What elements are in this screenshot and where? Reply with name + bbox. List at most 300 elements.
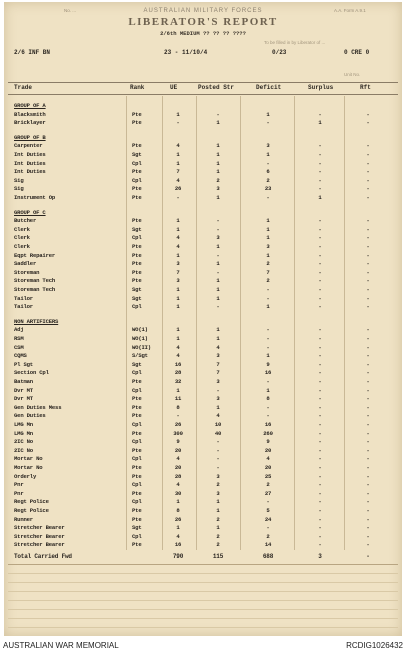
table-row — [4, 335, 402, 341]
cell-trade: GROUP OF B — [14, 133, 46, 141]
cell-rft: - — [366, 176, 370, 184]
cell-ue: 4 — [176, 243, 180, 250]
cell-trade: Stretcher Bearer — [14, 532, 65, 540]
cell-posted: 1 — [216, 498, 220, 506]
cell-surplus: - — [318, 326, 322, 334]
cell-rft: - — [366, 481, 370, 489]
cell-posted: 1 — [216, 168, 220, 176]
cell-ue: 790 — [172, 553, 184, 560]
cell-trade: Int Duties — [14, 151, 46, 158]
cell-deficit: - — [266, 498, 270, 506]
cell-rft: - — [366, 455, 370, 463]
cell-ue: 4 — [176, 234, 180, 242]
table-row — [4, 464, 402, 470]
cell-trade: Tailor — [14, 294, 33, 302]
cell-rft: - — [366, 142, 370, 150]
col-deficit: Deficit — [256, 84, 282, 91]
cell-trade: RSM — [14, 335, 24, 342]
cell-posted: 1 — [216, 243, 220, 250]
header-rule-top — [8, 82, 398, 83]
table-row — [4, 481, 402, 487]
cell-trade: Instrument Op — [14, 194, 56, 201]
cell-ue: 1 — [176, 524, 180, 532]
cell-deficit: - — [266, 159, 270, 167]
cell-deficit: 4 — [266, 455, 270, 463]
cell-ue: 300 — [173, 429, 183, 437]
cell-rank: Pte — [132, 268, 142, 276]
cell-trade: NON ARTIFICERS — [14, 317, 59, 325]
table-row — [4, 111, 402, 117]
cell-rft: - — [366, 335, 370, 342]
table-row — [4, 286, 402, 292]
cell-surplus: - — [318, 151, 322, 158]
cell-rft: - — [366, 464, 370, 471]
cell-rank: Pte — [132, 142, 142, 150]
cell-rank: Sgt — [132, 225, 142, 233]
cell-trade: Stretcher Bearer — [14, 541, 65, 549]
cell-posted: 1 — [216, 524, 220, 532]
table-row — [4, 352, 402, 358]
table-row — [4, 404, 402, 410]
cell-rft: - — [366, 421, 370, 428]
cell-rank: Sgt — [132, 524, 142, 532]
cell-trade: Int Duties — [14, 159, 46, 167]
cell-ue: 1 — [176, 294, 180, 302]
cell-posted: 3 — [216, 472, 220, 480]
cell-surplus: - — [318, 515, 322, 523]
cell-surplus: 1 — [318, 119, 322, 127]
cell-ue: 16 — [174, 360, 182, 368]
cell-rank: Cpl — [132, 455, 142, 463]
cell-surplus: - — [318, 541, 322, 549]
cell-deficit: - — [266, 343, 270, 351]
cell-deficit: 20 — [264, 446, 272, 454]
cell-rft: - — [366, 553, 370, 560]
cell-rft: - — [366, 524, 370, 532]
cell-surplus: - — [318, 464, 322, 471]
cell-rank: WO(1) — [132, 326, 148, 334]
cell-ue: 28 — [174, 369, 182, 377]
cell-surplus: - — [318, 286, 322, 293]
cell-deficit: - — [266, 335, 270, 342]
cell-rank: Cpl — [132, 386, 142, 394]
cell-deficit: 2 — [266, 532, 270, 540]
section-heading-row — [4, 209, 402, 215]
cell-deficit: - — [266, 119, 270, 127]
cell-surplus: - — [318, 507, 322, 514]
archive-footer — [0, 639, 407, 654]
cell-rft: - — [366, 489, 370, 497]
cell-posted: - — [216, 386, 220, 394]
cell-surplus: - — [318, 403, 322, 411]
cell-rft: - — [366, 110, 370, 118]
cell-surplus: - — [318, 352, 322, 360]
cell-posted: 2 — [216, 532, 220, 540]
cell-rank: Pte — [132, 507, 142, 514]
cell-deficit: 1 — [266, 151, 270, 158]
table-row — [4, 498, 402, 504]
cell-rft: - — [366, 498, 370, 506]
cell-ue: 1 — [176, 110, 180, 118]
cell-rft: - — [366, 515, 370, 523]
table-row — [4, 303, 402, 309]
cell-ue: - — [176, 412, 180, 420]
cell-trade: Section Cpl — [14, 369, 49, 377]
cell-surplus: - — [318, 185, 322, 193]
cell-rank: Cpl — [132, 176, 142, 184]
table-row — [4, 217, 402, 223]
cell-ue: 4 — [176, 343, 180, 351]
cell-trade: Bricklayer — [14, 119, 46, 127]
cell-rft: - — [366, 360, 370, 368]
cell-rank: Pte — [132, 395, 142, 403]
table-row — [4, 142, 402, 148]
cell-trade: Clerk — [14, 225, 30, 233]
ruled-line — [8, 618, 398, 619]
cell-ue: 11 — [174, 395, 182, 403]
cell-surplus: - — [318, 438, 322, 446]
cell-rank: Pte — [132, 412, 142, 420]
cell-deficit: 8 — [266, 395, 270, 403]
form-ref-left: No. ... — [64, 8, 77, 13]
unit-line-right: 0 CRE 0 — [344, 49, 370, 56]
col-surplus: Surplus — [308, 84, 334, 91]
cell-rank: Cpl — [132, 159, 142, 167]
cell-rank: Sgt — [132, 360, 142, 368]
cell-rank: Cpl — [132, 421, 142, 428]
cell-posted: 2 — [216, 541, 220, 549]
cell-ue: 30 — [174, 489, 182, 497]
cell-rft: - — [366, 151, 370, 158]
cell-deficit: 23 — [264, 185, 272, 193]
cell-ue: 4 — [176, 352, 180, 360]
organisation-heading: AUSTRALIAN MILITARY FORCES — [143, 8, 263, 14]
cell-trade: Regt Police — [14, 507, 49, 514]
cell-trade: Butcher — [14, 217, 37, 225]
table-row — [4, 516, 402, 522]
cell-rank: Pte — [132, 378, 142, 385]
cell-ue: 8 — [176, 403, 180, 411]
cell-ue: 1 — [176, 326, 180, 334]
cell-surplus: - — [318, 142, 322, 150]
table-row — [4, 168, 402, 174]
cell-surplus: - — [318, 225, 322, 233]
cell-rft: - — [366, 369, 370, 377]
cell-rank: Pte — [132, 185, 142, 193]
section-heading-row — [4, 102, 402, 108]
cell-trade: Storeman — [14, 268, 40, 276]
cell-deficit: 1 — [266, 251, 270, 259]
cell-ue: 4 — [176, 532, 180, 540]
unit-line-mid: 23 - 11/10/4 — [164, 49, 208, 56]
cell-surplus: - — [318, 429, 322, 437]
cell-trade: Carpenter — [14, 142, 43, 150]
cell-trade: Storeman Tech — [14, 277, 56, 285]
cell-surplus: - — [318, 168, 322, 176]
cell-rank: Pte — [132, 472, 142, 480]
cell-rft: - — [366, 194, 370, 201]
cell-ue: 7 — [176, 168, 180, 176]
cell-rank: Cpl — [132, 481, 142, 489]
cell-surplus: - — [318, 243, 322, 250]
cell-deficit: 1 — [266, 217, 270, 225]
cell-trade: Saddler — [14, 260, 37, 268]
cell-rank: S/Sgt — [132, 352, 148, 360]
document-sheet — [4, 2, 402, 636]
cell-surplus: - — [318, 369, 322, 377]
cell-trade: Gen Duties — [14, 412, 46, 420]
cell-posted: 3 — [216, 352, 220, 360]
cell-rft: - — [366, 343, 370, 351]
table-row — [4, 473, 402, 479]
table-row — [4, 447, 402, 453]
cell-posted: 1 — [216, 507, 220, 514]
cell-posted: 1 — [216, 326, 220, 334]
cell-trade: Pl Sgt — [14, 360, 33, 368]
cell-trade: Dvr MT — [14, 395, 33, 403]
table-row — [4, 361, 402, 367]
cell-surplus: - — [318, 343, 322, 351]
cell-ue: 9 — [176, 438, 180, 446]
cell-rft: - — [366, 378, 370, 385]
cell-ue: 1 — [176, 225, 180, 233]
cell-deficit: - — [266, 403, 270, 411]
cell-rft: - — [366, 446, 370, 454]
table-row — [4, 430, 402, 436]
cell-rft: - — [366, 472, 370, 480]
cell-deficit: 2 — [266, 481, 270, 489]
table-row — [4, 524, 402, 530]
cell-rft: - — [366, 294, 370, 302]
cell-ue: 1 — [176, 151, 180, 158]
cell-rft: - — [366, 225, 370, 233]
cell-deficit: 2 — [266, 277, 270, 285]
cell-posted: 7 — [216, 369, 220, 377]
cell-surplus: - — [318, 472, 322, 480]
cell-ue: 26 — [174, 515, 182, 523]
cell-rft: - — [366, 119, 370, 127]
table-row — [4, 412, 402, 418]
cell-surplus: - — [318, 446, 322, 454]
cell-surplus: - — [318, 335, 322, 342]
cell-rft: - — [366, 507, 370, 514]
cell-rank: WO(II) — [132, 343, 151, 351]
cell-ue: 4 — [176, 455, 180, 463]
table-row — [4, 533, 402, 539]
table-row — [4, 387, 402, 393]
cell-deficit: 3 — [266, 243, 270, 250]
cell-trade: Sig — [14, 176, 24, 184]
unit-no-label: Unit No. — [344, 72, 361, 77]
table-row — [4, 344, 402, 350]
cell-rank: Pte — [132, 489, 142, 497]
document-subtitle: 2/6th MEDIUM ?? ?? ?? ???? — [160, 30, 246, 37]
table-row — [4, 326, 402, 332]
cell-rank: Pte — [132, 403, 142, 411]
cell-rank: Pte — [132, 217, 142, 225]
cell-deficit: 9 — [266, 360, 270, 368]
cell-posted: 115 — [212, 553, 224, 560]
cell-trade: Batman — [14, 378, 33, 385]
cell-surplus: - — [318, 378, 322, 385]
cell-ue: 1 — [176, 159, 180, 167]
cell-posted: - — [216, 217, 220, 225]
cell-posted: 4 — [216, 343, 220, 351]
cell-deficit: 1 — [266, 110, 270, 118]
cell-rank: Pte — [132, 464, 142, 471]
cell-posted: 40 — [214, 429, 222, 437]
cell-ue: 1 — [176, 251, 180, 259]
table-row — [4, 277, 402, 283]
cell-posted: 3 — [216, 378, 220, 385]
cell-rank: Pte — [132, 243, 142, 250]
cell-ue: - — [176, 119, 180, 127]
cell-posted: 3 — [216, 185, 220, 193]
ruled-line — [8, 600, 398, 601]
cell-posted: 1 — [216, 403, 220, 411]
cell-rank: Pte — [132, 260, 142, 268]
cell-surplus: - — [318, 481, 322, 489]
cell-posted: - — [216, 251, 220, 259]
cell-trade: Adj — [14, 326, 24, 334]
cell-trade: Tailor — [14, 303, 33, 311]
ruled-line — [8, 627, 398, 628]
cell-deficit: 16 — [264, 369, 272, 377]
cell-posted: 1 — [216, 294, 220, 302]
cell-trade: GROUP OF A — [14, 102, 46, 109]
cell-trade: 2IC No — [14, 446, 33, 454]
cell-surplus: 3 — [318, 553, 322, 560]
cell-rft: - — [366, 159, 370, 167]
table-row — [4, 252, 402, 258]
cell-rft: - — [366, 386, 370, 394]
cell-rft: - — [366, 277, 370, 285]
table-row — [4, 269, 402, 275]
cell-deficit: 25 — [264, 472, 272, 480]
table-row — [4, 541, 402, 547]
cell-deficit: 2 — [266, 176, 270, 184]
cell-deficit: 16 — [264, 421, 272, 428]
cell-trade: Orderly — [14, 472, 37, 480]
cell-ue: - — [176, 194, 180, 201]
cell-rft: - — [366, 403, 370, 411]
cell-trade: CSM — [14, 343, 24, 351]
cell-ue: 1 — [176, 286, 180, 293]
cell-rft: - — [366, 234, 370, 242]
cell-deficit: 7 — [266, 268, 270, 276]
cell-rft: - — [366, 438, 370, 446]
section-heading-row — [4, 134, 402, 140]
cell-trade: LMG Mn — [14, 421, 33, 428]
cell-posted: 1 — [216, 260, 220, 268]
cell-rft: - — [366, 243, 370, 250]
cell-ue: 3 — [176, 260, 180, 268]
ruled-line — [8, 573, 398, 574]
cell-posted: 1 — [216, 159, 220, 167]
document-title: LIBERATOR'S REPORT — [128, 16, 278, 28]
cell-surplus: - — [318, 217, 322, 225]
cell-posted: 1 — [216, 194, 220, 201]
cell-rft: - — [366, 532, 370, 540]
section-heading-row — [4, 318, 402, 324]
cell-rft: - — [366, 352, 370, 360]
ruled-line — [8, 582, 398, 583]
cell-deficit: 260 — [263, 429, 273, 437]
cell-ue: 1 — [176, 335, 180, 342]
cell-trade: Clerk — [14, 234, 30, 242]
cell-trade: CQMS — [14, 352, 27, 360]
table-row — [4, 395, 402, 401]
cell-surplus: - — [318, 294, 322, 302]
cell-ue: 1 — [176, 303, 180, 311]
cell-trade: Pnr — [14, 489, 24, 497]
cell-trade: 2IC No — [14, 438, 33, 446]
total-row — [4, 553, 402, 559]
cell-rank: Pte — [132, 194, 142, 201]
col-ue: UE — [170, 84, 178, 91]
cell-ue: 1 — [176, 386, 180, 394]
cell-deficit: - — [266, 524, 270, 532]
cell-posted: 1 — [216, 277, 220, 285]
cell-rank: Cpl — [132, 303, 142, 311]
table-row — [4, 378, 402, 384]
cell-rft: - — [366, 412, 370, 420]
cell-ue: 20 — [174, 464, 182, 471]
cell-posted: 1 — [216, 286, 220, 293]
cell-surplus: - — [318, 360, 322, 368]
cell-trade: Sig — [14, 185, 24, 193]
cell-surplus: - — [318, 386, 322, 394]
table-row — [4, 421, 402, 427]
cell-rft: - — [366, 286, 370, 293]
table-row — [4, 438, 402, 444]
cell-trade: Clerk — [14, 243, 30, 250]
cell-surplus: - — [318, 489, 322, 497]
cell-ue: 8 — [176, 507, 180, 514]
cell-deficit: 24 — [264, 515, 272, 523]
table-row — [4, 455, 402, 461]
cell-surplus: - — [318, 251, 322, 259]
cell-deficit: 1 — [266, 386, 270, 394]
ruled-line — [8, 591, 398, 592]
cell-trade: Mortar No — [14, 455, 43, 463]
cell-rank: Pte — [132, 446, 142, 454]
cell-posted: - — [216, 446, 220, 454]
table-row — [4, 151, 402, 157]
cell-rank: Pte — [132, 515, 142, 523]
cell-rank: Cpl — [132, 369, 142, 377]
cell-posted: - — [216, 268, 220, 276]
cell-ue: 26 — [174, 421, 182, 428]
cell-deficit: 1 — [266, 234, 270, 242]
cell-surplus: - — [318, 234, 322, 242]
cell-rank: Cpl — [132, 234, 142, 242]
cell-rft: - — [366, 251, 370, 259]
col-rft: Rft — [360, 84, 371, 91]
table-row — [4, 119, 402, 125]
cell-deficit: 3 — [266, 142, 270, 150]
cell-deficit: 27 — [264, 489, 272, 497]
cell-surplus: - — [318, 110, 322, 118]
table-row — [4, 185, 402, 191]
cell-rank: Pte — [132, 119, 142, 127]
cell-ue: 26 — [174, 185, 182, 193]
cell-trade: Regt Police — [14, 498, 49, 506]
cell-deficit: - — [266, 294, 270, 302]
cell-deficit: 1 — [266, 352, 270, 360]
cell-posted: 1 — [216, 335, 220, 342]
footer-record-id: RCDIG1026432 — [346, 641, 403, 650]
